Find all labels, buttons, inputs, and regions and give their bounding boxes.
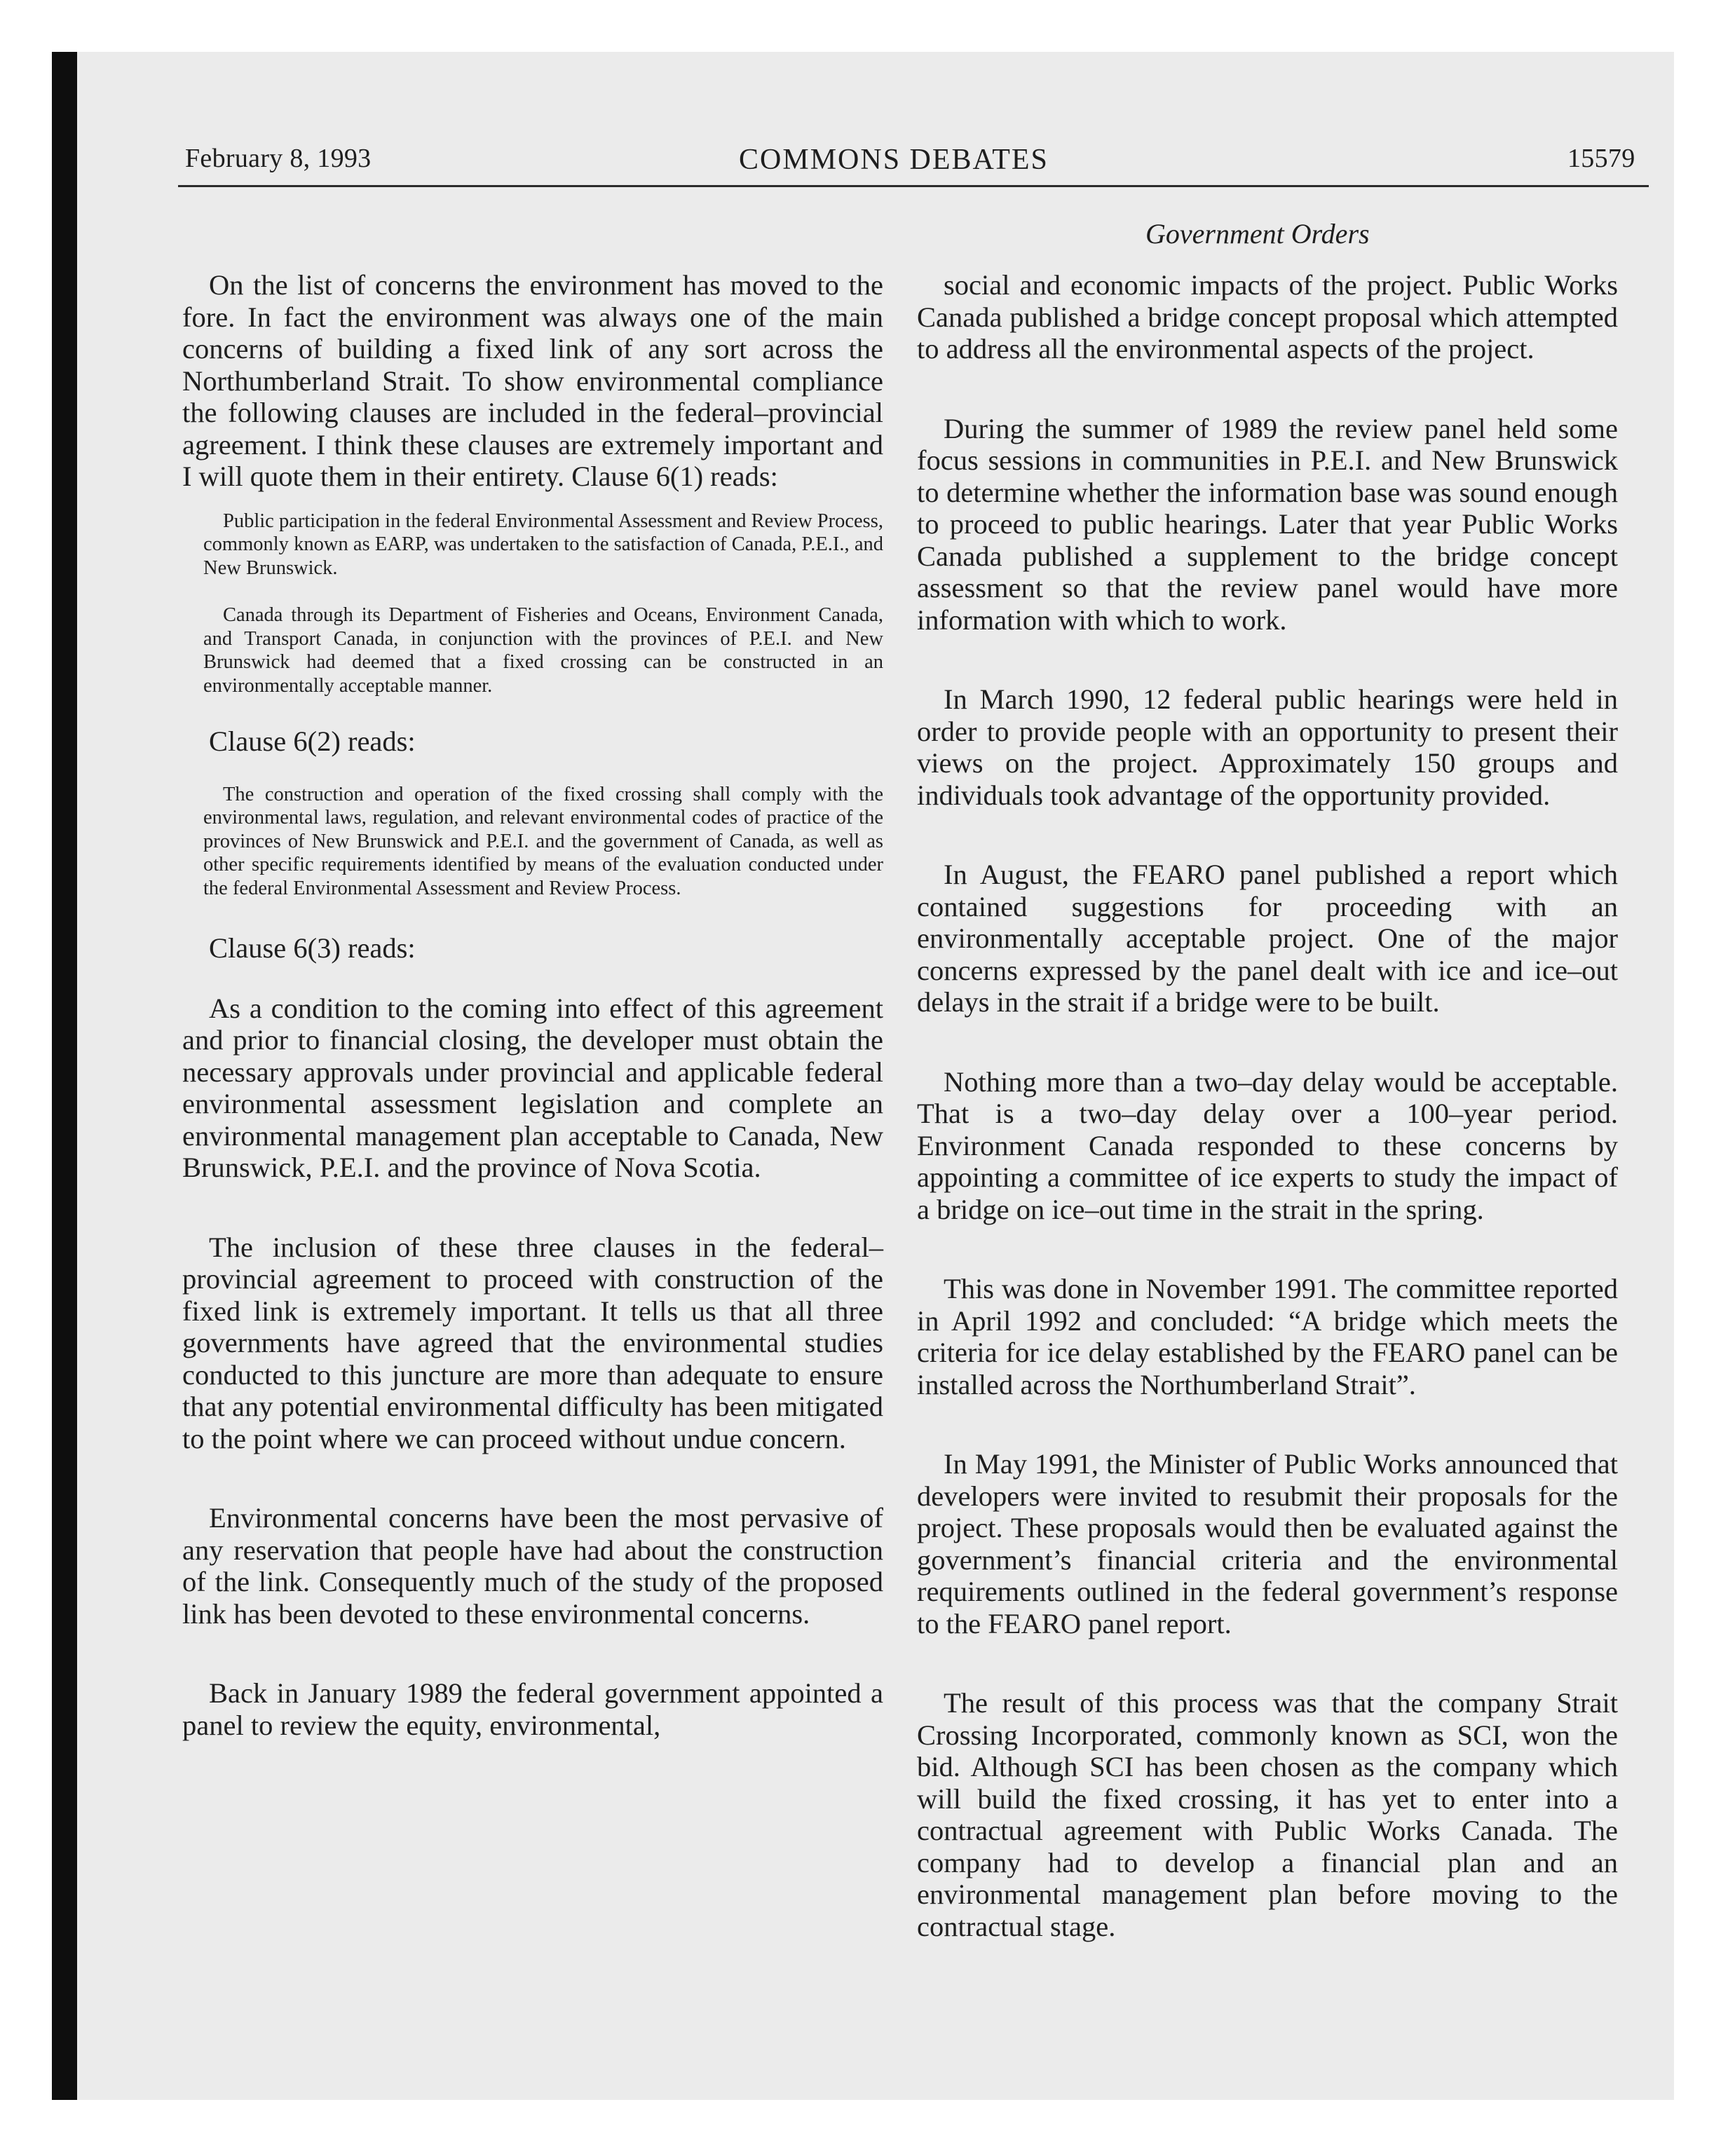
paragraph: The inclusion of these three clauses in the federal–provincial agreement to proceed with construction of the fixed link is extremely important. It tells us that all three governments have agreed that the environmental studies conducted to this juncture are more than adequate to ensure that any potential environmental difficulty has been mitigated to the point where we can proceed without undue concern. (182, 1231, 883, 1454)
paragraph: Nothing more than a two–day delay would be acceptable. That is a two–day delay over a 100–year period. Environment Canada responded to these concerns by appointing a committee of ice experts to study the impact of a bridge on ice–out time in the strait in the spring. (917, 1065, 1618, 1225)
paragraph: In August, the FEARO panel published a report which contained suggestions for proceeding with an environmentally acceptable project. One of the major concerns expressed by the panel dealt with ice and ice–out delays in the strait if a bridge were to be built. (917, 859, 1618, 1018)
paragraph: During the summer of 1989 the review panel held some focus sessions in communities in P.E.I. and New Brunswick to determine whether the information base was sound enough to proceed to public hearings. Later that year Public Works Canada published a supplement to the bridge concept assessment so that the review panel would have more information with which to work. (917, 412, 1618, 636)
quoted-clause: Canada through its Department of Fisheries and Oceans, Environment Canada, and Transport Canada, in conjunction with the provinces of P.E.I. and New Brunswick had deemed that a fixed crossing can be constructed in an environmentally acceptable manner. (203, 604, 883, 697)
paragraph: In May 1991, the Minister of Public Works announced that developers were invited to resubmit their proposals for the project. These proposals would then be evaluated against the government’s financial criteria and the environmental requirements outlined in the federal government’s response to the FEARO panel report. (917, 1448, 1618, 1639)
binding-edge (52, 52, 77, 2100)
quoted-clause: The construction and operation of the fixed crossing shall comply with the environmental laws, regulation, and relevant environmental codes of practice of the provinces of New Brunswick and P.E.I. and the government of Canada, as well as other specific requirements identified by means of the evaluation conducted under the federal Environmental Assessment and Review Process. (203, 783, 883, 899)
clause-heading: Clause 6(3) reads: (209, 932, 416, 964)
paragraph: Back in January 1989 the federal government appointed a panel to review the equity, environmental, (182, 1677, 883, 1741)
paragraph: This was done in November 1991. The committee reported in April 1992 and concluded: “A bridge which meets the criteria for ice delay established by the FEARO panel can be installed across the Northumberland Strait”. (917, 1273, 1618, 1400)
paragraph: On the list of concerns the environment has moved to the fore. In fact the environment was always one of the main concerns of building a fixed link of any sort across the Northumberland Strait. To show environmental compliance the following clauses are included in the federal–provincial agreement. I think these clauses are extremely important and I will quote them in their entirety. Clause 6(1) reads: (182, 269, 883, 492)
header-title: COMMONS DEBATES (739, 144, 1049, 176)
header-rule (178, 185, 1649, 187)
paragraph: social and economic impacts of the project. Public Works Canada published a bridge concept proposal which attempted to address all the environmental aspects of the project. (917, 269, 1618, 364)
paragraph: Environmental concerns have been the most pervasive of any reservation that people have had about the construction of the link. Consequently much of the study of the proposed link has been devoted to these environmental concerns. (182, 1502, 883, 1630)
quoted-clause: Public participation in the federal Environmental Assessment and Review Process, commonly known as EARP, was undertaken to the satisfaction of Canada, P.E.I., and New Brunswick. (203, 510, 883, 579)
header-date: February 8, 1993 (185, 144, 372, 173)
paragraph: The result of this process was that the company Strait Crossing Incorporated, commonly known as SCI, won the bid. Although SCI has been chosen as the company which will build the fixed crossing, it has yet to enter into a contractual agreement with Public Works Canada. The company had to develop a financial plan and an environmental management plan before moving to the contractual stage. (917, 1687, 1618, 1942)
left-column (182, 269, 883, 1741)
right-column (917, 269, 1618, 1942)
header-page-number: 15579 (1567, 144, 1635, 173)
section-label: Government Orders (1145, 218, 1370, 250)
clause-heading: Clause 6(2) reads: (209, 725, 416, 757)
paragraph: As a condition to the coming into effect of this agreement and prior to financial closing, the developer must obtain the necessary approvals under provincial and applicable federal environmental assessment legislation and complete an environmental management plan acceptable to Canada, New Brunswick, P.E.I. and the province of Nova Scotia. (182, 992, 883, 1183)
paragraph: In March 1990, 12 federal public hearings were held in order to provide people with an opportunity to present their views on the project. Approximately 150 groups and individuals took advantage of the opportunity provided. (917, 683, 1618, 811)
scanned-page (52, 52, 1674, 2100)
